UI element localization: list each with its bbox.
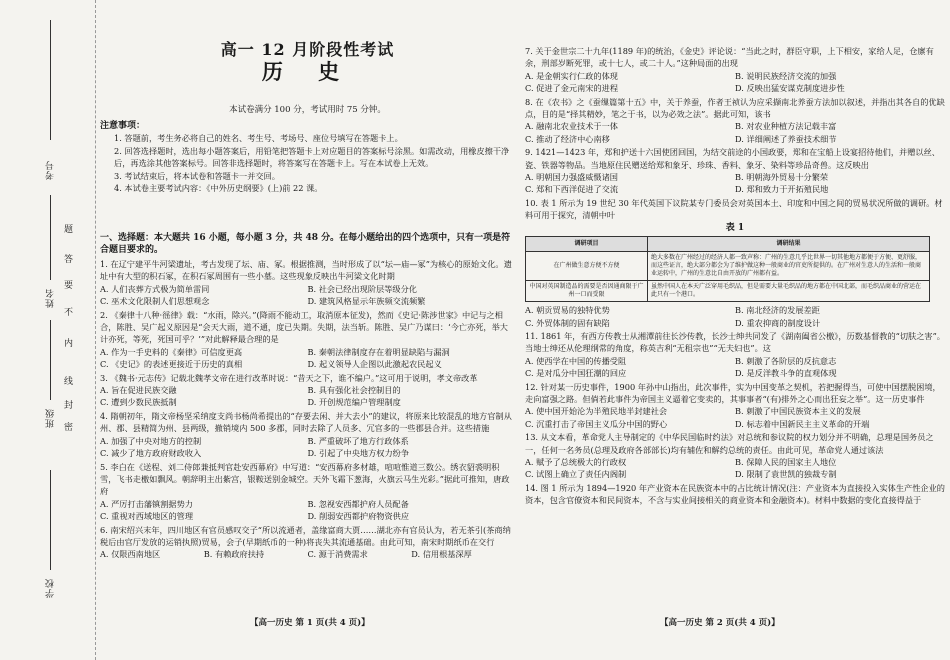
table-header: 调研结果 (648, 237, 930, 252)
options (100, 498, 515, 510)
option[interactable]: A. 明朝国力强盛威慑诸国 (525, 172, 618, 183)
options (525, 120, 945, 132)
option[interactable]: A. 朝贡贸易的独特优势 (525, 305, 610, 316)
note-item: 1. 答题前，考生务必将自己的姓名、考生号、考场号、座位号填写在答题卡上。 (114, 133, 403, 144)
question-stem: 13. 从文本看，革命党人主导制定的《中华民国临时约法》对总统和参议院的权力划分并不明确，总理是国务员之一，任何一名务员(总理及政府各部部长)均有辅佐和解约总统的责任。由此可见，革命党人通过该法 (525, 432, 934, 455)
option[interactable]: B. 刺激了中国民族资本主义的发展 (735, 406, 861, 417)
options (525, 355, 945, 367)
binding-strip (0, 0, 96, 660)
option[interactable]: B. 南北经济的发展差距 (735, 305, 820, 316)
question (525, 96, 945, 146)
option[interactable]: D. 限制了袁世凯的独裁专制 (735, 469, 837, 480)
table-cell: 中国对英国制造品的需要是否因通商限于广州一口而受限 (526, 281, 648, 302)
options (100, 283, 515, 295)
options (100, 510, 515, 522)
options (525, 468, 945, 480)
question (525, 482, 945, 507)
seal-char: 内 (64, 339, 74, 349)
option[interactable]: B. 保障人民的国家主人地位 (735, 456, 837, 467)
options (525, 70, 945, 82)
table-cell: 在广州做生意方便不方便 (526, 252, 648, 281)
options (100, 447, 515, 459)
question (525, 431, 945, 481)
options (100, 295, 515, 307)
question-stem: 1. 在辽宁建平牛河梁遗址，考古发现了坛、庙、冢。根据推测，当时形成了以“坛—庙—冢”为核心的原始文化。遗址中有大型的积石冢，在积石冢周围有一些小墓。这些现象反映出牛河梁文化时期 (100, 259, 512, 282)
exam-info: 本试卷满分 100 分，考试用时 75 分钟。 (229, 105, 386, 115)
page-2 (525, 0, 945, 660)
options (100, 435, 515, 447)
subject-title: 历 史 (261, 59, 354, 84)
school-line (50, 470, 51, 570)
option[interactable]: B. 有赖政府扶持 (203, 549, 265, 560)
note-item: 2. 回答选择题时，选出每小题答案后，用铅笔把答题卡上对应题目的答案标号涂黑。如需改动，用橡皮擦干净后，再选涂其他答案标号。回答非选择题时，将答案写在答题卡上。写在本试卷上无效。 (114, 145, 510, 169)
question (525, 146, 945, 196)
table-row (526, 281, 930, 302)
page-footer: 【高一历史 第 2 页(共 4 页)】 (660, 618, 780, 628)
option[interactable]: A. 人们丧葬方式极为简单雷同 (100, 283, 210, 294)
options (525, 82, 945, 94)
question-stem: 8. 在《农书》之《蚕缫篇第十五》中，关于养蚕，作者王祯认为应采撷南北养蚕方法加以叙述，并指出其各自的优缺点，目的是“择其精妙，笔之于书，以为必效之法”。据此可知，该书 (525, 96, 945, 120)
question (100, 524, 515, 561)
seal-char: 封 (64, 401, 74, 411)
notes (100, 120, 515, 194)
option[interactable]: D. 建筑风格显示年族频交流频繁 (307, 296, 426, 307)
option[interactable]: C. 重视对西域地区的管理 (100, 511, 194, 522)
question-stem: 10. 表 1 所示为 19 世纪 30 年代英国下议院某专门委员会对英国本土、印度和中国之间的贸易状况所做的调研。材料可用于探究，清朝中叶 (525, 197, 943, 221)
table-header-row (526, 237, 930, 252)
class-label: 班级 (46, 408, 56, 428)
exam-no-label: 考号 (46, 160, 56, 180)
option[interactable]: D. 信用根基深厚 (411, 549, 472, 560)
note-item: 3. 考试结束后，将本试卷和答题卡一并交回。 (114, 170, 280, 181)
table-cell: 绝大多数在广州经过的经济人都一致声称：广州的生意几乎比世界一切其他地方都便于方便、更舒服，而这些证言，绝大部分都会为了维护做这种一般商业的官吏所提供的。在广州对生意人的生活和一般商业运转中，广州的生意比自由开放的广州都有益。 (648, 252, 930, 281)
options (100, 358, 515, 370)
question (100, 461, 515, 523)
option[interactable]: A. 旨在促进民族交融 (100, 385, 177, 396)
table-row (526, 252, 930, 281)
option[interactable]: C. 《史记》的表述更接近于历史的真相 (100, 359, 243, 370)
class-line (50, 320, 51, 400)
options (525, 418, 945, 430)
option[interactable]: D. 开创规范编户管理制度 (307, 397, 401, 408)
question-stem: 3. 《魏书·元志传》记载北魏孝文帝在进行改革时说：“昔天之下，谁不编户。”这可用于说明，孝文帝改革 (100, 372, 478, 383)
questions-p2 (525, 44, 945, 507)
option[interactable]: C. 巫术文化限制人们思想观念 (100, 296, 210, 307)
question (525, 197, 945, 329)
options (525, 317, 945, 329)
option[interactable]: D. 重农抑商的制度设计 (735, 317, 821, 328)
seal-char: 密 (64, 423, 74, 433)
option[interactable]: C. 减少了地方政府财政收入 (100, 448, 202, 459)
seal-char: 线 (64, 377, 74, 387)
question (100, 309, 515, 371)
option[interactable]: B. 刺激了各阶层的反抗意志 (735, 355, 837, 366)
question (100, 258, 515, 308)
options (525, 183, 945, 195)
question-stem: 9. 1421—1423 年，郑和护送十六国使团回国，为结交前途的小国政要，郑和在宝船上设宴招待他们，并赠以丝、瓷、铁器等物品。当地原住民赠送给郑和象牙、珍珠、香料、象牙、染料等珍品奇兽。这反映出 (525, 147, 940, 170)
name-label: 姓名 (46, 288, 56, 308)
option[interactable]: A. 是金朝实行仁政的体现 (525, 70, 618, 81)
option[interactable]: A. 仅限西南地区 (100, 549, 161, 560)
name-line (50, 195, 51, 280)
table-header: 调研项目 (526, 237, 648, 252)
options (525, 456, 945, 468)
question (100, 372, 515, 409)
option[interactable]: A. 作为一手史料的《秦律》可信度更高 (100, 346, 243, 357)
option[interactable]: C. 沉重打击了帝国主义瓜分中国的野心 (525, 418, 668, 429)
note-item: 4. 本试卷主要考试内容：《中外历史纲要》(上)前 22 课。 (114, 183, 323, 194)
question-stem: 5. 李白在《送程、刘二侍郎兼抵判官赴安西幕府》中写道：“安西幕府多材雄，喧喧惟道三数公。绣衣貂裘明积雪，飞书走檄如飘风。朝辞明主出紫宫，银鞍送别金城空。天外飞霜下葱海，火旗云马生光彩。”据此可推知，唐政府 (100, 461, 510, 497)
page-footer: 【高一历史 第 1 页(共 4 页)】 (250, 618, 370, 628)
exam-no-line (50, 20, 51, 140)
option[interactable]: C. 郑和下西洋促进了交流 (525, 184, 619, 195)
option[interactable]: B. 说明民族经济交流的加强 (735, 70, 837, 81)
question-stem: 11. 1861 年，有西方传教士从湘潭前往长沙传教，长沙士绅共同发了《湖南阖省公檄》，历数基督教的“切肤之害”。当地士绅还从伦理纲常的角度，称英吉利“无租宗也”“无夫妇也”。这 (525, 330, 945, 354)
page-1 (100, 0, 515, 660)
question (525, 45, 945, 95)
table-cell: 虽然中国人在本天广泛穿用毛织品，但是需要大量毛织品的地方都在中国北部，而毛织品商业的营运在此只有一个港口。 (648, 281, 930, 302)
option[interactable]: A. 使西学在中国的传播受阻 (525, 355, 627, 366)
question (525, 330, 945, 380)
options (100, 396, 515, 408)
option[interactable]: C. 遭到少数民族抵制 (100, 397, 177, 408)
options (100, 548, 515, 560)
seal-char: 不 (64, 308, 74, 318)
option[interactable]: A. 融南北农业技术于一体 (525, 121, 618, 132)
section-1 (100, 232, 515, 257)
option[interactable]: C. 促进了金元南宋的进程 (525, 83, 619, 94)
option[interactable]: D. 起义领导人企图以此激起农民起义 (307, 359, 442, 370)
option[interactable]: D. 引起了中央地方权力纷争 (307, 448, 410, 459)
table-caption: 表 1 (725, 222, 745, 233)
seal-char: 答 (64, 255, 74, 265)
section-heading: 一、选择题：本大题共 16 小题，每小题 3 分，共 48 分。在每小题给出的四个选项中，只有一项是符合题目要求的。 (100, 233, 511, 256)
option[interactable]: A. 赋予了总统极大的行政权 (525, 456, 627, 467)
options (100, 346, 515, 358)
question-stem: 2. 《秦律十八种·徭律》载：“水雨，除兴。”(降雨不能动工，取消原本征发)，然而《史记·陈涉世家》中记与之相合，陈胜、吴广起义原因是“会天大雨，道不通，度已失期。失期，法当斩。陈胜、吴广乃谋曰：‘今亡亦死，举大计亦死，等死，死国可乎？’”对此解释最合理的是 (100, 309, 508, 345)
option[interactable]: A. 严厉打击藩镇割据势力 (100, 498, 193, 509)
seal-char: 题 (64, 225, 74, 235)
options (100, 384, 515, 396)
option[interactable]: D. 标志着中国新民主主义革命的开端 (735, 418, 870, 429)
notes-heading: 注意事项： (100, 121, 146, 131)
question-stem: 14. 图 1 所示为 1894—1920 年产业资本在民族资本中的占比统计情况(注：产业资本为直接投入实体生产性企业的资本，包含官僚资本和民间资本，不含与实业间接相关的商业资本和金融资本)。材料中数据的变化直接得益于 (525, 482, 945, 506)
option[interactable]: B. 严重破坏了地方行政体系 (307, 435, 409, 446)
option[interactable]: B. 具有强化社会控制目的 (307, 385, 401, 396)
option[interactable]: B. 社会已经出现阶层等级分化 (307, 283, 417, 294)
option[interactable]: C. 外贸体制的固有缺陷 (525, 317, 610, 328)
option[interactable]: B. 秦朝法律制度存在着明显缺陷与漏洞 (307, 346, 450, 357)
option[interactable]: D. 详细阐述了养蚕技术细节 (735, 133, 837, 144)
option[interactable]: B. 忽视安西都护府人员配备 (307, 498, 409, 509)
question-stem: 12. 针对某一历史事件，1900 年孙中山指出，此次事件，实为中国变革之契机，若把握得当，可使中国摆脱困境，走向富强之路。但倘若此事件为帝国主义逼着它变卖的，其事事者“(有)排外之心而出狂妄之举”。这一历史事件 (525, 381, 941, 404)
options (525, 133, 945, 145)
options (525, 405, 945, 417)
option[interactable]: B. 明朝海外贸易十分繁荣 (735, 172, 829, 183)
school-label: 学校 (46, 578, 56, 598)
option[interactable]: C. 源于消费需求 (307, 549, 368, 560)
option[interactable]: D. 反映出猛安谋克制度进步性 (735, 83, 845, 94)
options (525, 304, 945, 316)
question-stem: 4. 隋朝初年，隋文帝杨坚采纳度支尚书杨尚希提出的“存要去闲、并大去小”的建议，将原来比较混乱的地方官制从州、郡、县精简为州、县两级，撤销境内 500 多郡，同时去除了人员多、冗官多的一些郡县合并。这些措施 (100, 410, 512, 434)
question-stem: 7. 关于金世宗二十九年(1189 年)的统治，《金史》评论说：“当此之时，群臣守职，上下相安，家给人足，仓廪有余，刑部岁断死罪，或十七人，或二十人。”这种局面的出现 (525, 46, 934, 69)
option[interactable]: B. 对农业种植方法记载丰富 (735, 121, 837, 132)
question (100, 410, 515, 460)
option[interactable]: D. 削弱安西都护府物资供应 (307, 511, 410, 522)
option[interactable]: D. 是反洋教斗争的直观体现 (735, 368, 837, 379)
seal-char: 要 (64, 281, 74, 291)
option[interactable]: A. 使中国开始沦为半殖民地半封建社会 (525, 406, 668, 417)
options (525, 367, 945, 379)
survey-table (525, 236, 930, 302)
option[interactable]: C. 是对瓜分中国狂潮的回应 (525, 368, 627, 379)
exam-title: 高一 12 月阶段性考试 (220, 40, 395, 59)
option[interactable]: C. 试图上确立了责任内阁制 (525, 469, 627, 480)
questions-p1 (100, 257, 515, 561)
option[interactable]: D. 郑和致力于开拓殖民地 (735, 184, 829, 195)
option[interactable]: C. 推动了经济中心南移 (525, 133, 610, 144)
option[interactable]: A. 加强了中央对地方的控制 (100, 435, 202, 446)
question-stem: 6. 南宋绍兴末年，四川地区有官员感叹交子“所以流通者，盖缘富商大贾……湖北亦有官员认为，若无茶引(茶商纳税后由官厅发放的运销执照)贸易，会子(早期纸币的一种)将丧失其流通基础。由此可知，南宋时期纸币在交行 (100, 524, 511, 547)
options (525, 171, 945, 183)
question (525, 381, 945, 431)
